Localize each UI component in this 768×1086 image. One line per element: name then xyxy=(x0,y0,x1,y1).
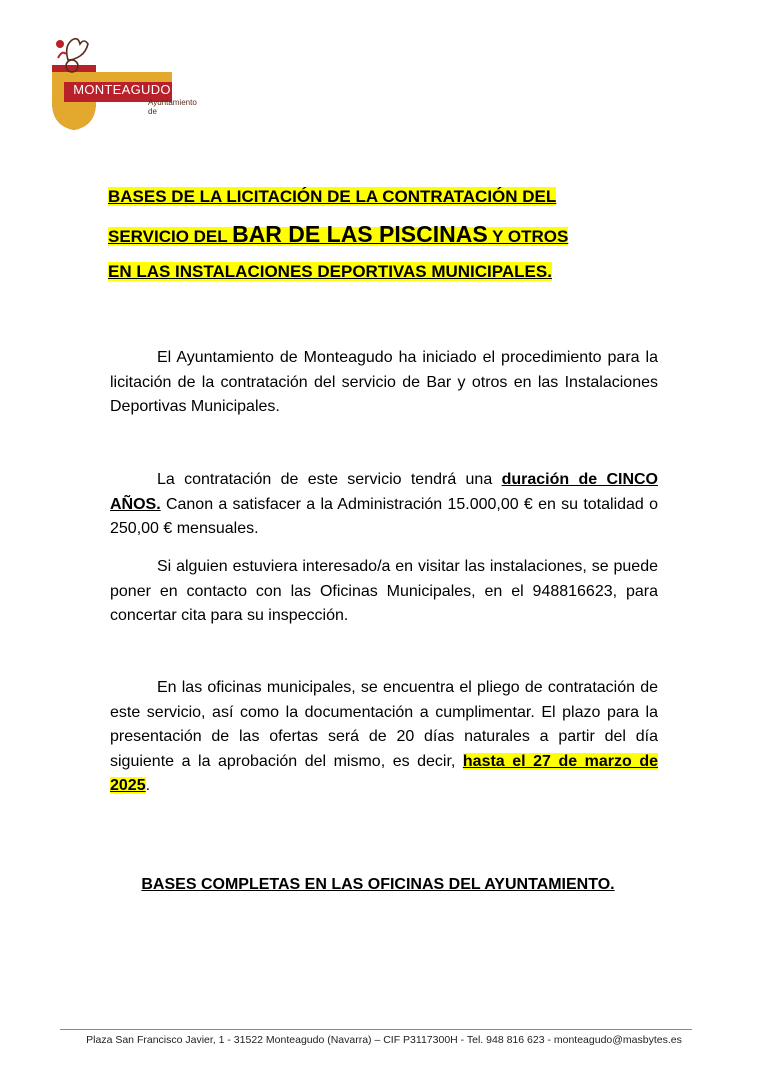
title-line-3: EN LAS INSTALACIONES DEPORTIVAS MUNICIPALES. xyxy=(108,262,552,281)
title-highlight: BAR DE LAS PISCINAS xyxy=(232,221,488,247)
paragraph-contact: Si alguien estuviera interesado/a en visitar las instalaciones, se puede poner en contacto con las Oficinas Municipales, en el 948816623, para concertar cita para su inspección. xyxy=(110,558,658,624)
paragraph-deadline: En las oficinas municipales, se encuentra el pliego de contratación de este servicio, así como la documentación a cumplimentar. El plazo para la presentación de las ofertas será de 20 días naturales a partir del día siguiente a la aprobación del mismo, es decir, hasta el 27 de marzo de 2025. xyxy=(110,679,658,794)
footer-divider xyxy=(60,1029,692,1030)
title-line-2: SERVICIO DEL BAR DE LAS PISCINAS Y OTROS xyxy=(108,221,569,247)
paragraph-intro: El Ayuntamiento de Monteagudo ha iniciado el procedimiento para la licitación de la contratación del servicio de Bar y otros en las Instalaciones Deportivas Municipales. xyxy=(110,349,658,415)
duration-text: duración de CINCO AÑOS. xyxy=(110,471,658,513)
logo-title: MONTEAGUDO xyxy=(73,82,171,97)
logo-caption: Ayuntamiento de xyxy=(148,98,197,116)
title-line-1: BASES DE LA LICITACIÓN DE LA CONTRATACIÓN DEL xyxy=(108,187,557,206)
closing-note: BASES COMPLETAS EN LAS OFICINAS DEL AYUNTAMIENTO. xyxy=(141,876,615,893)
footer-address: Plaza San Francisco Javier, 1 - 31522 Monteagudo (Navarra) – CIF P3117300H - Tel. 948 816 623 - monteagudo@masbytes.es xyxy=(86,1034,682,1046)
deadline-date: hasta el 27 de marzo de 2025 xyxy=(110,752,658,794)
municipal-logo xyxy=(50,30,197,130)
paragraph-duration: La contratación de este servicio tendrá una duración de CINCO AÑOS. Canon a satisfacer a la Administración 15.000,00 € en su totalidad o 250,00 € mensuales. xyxy=(110,471,658,537)
